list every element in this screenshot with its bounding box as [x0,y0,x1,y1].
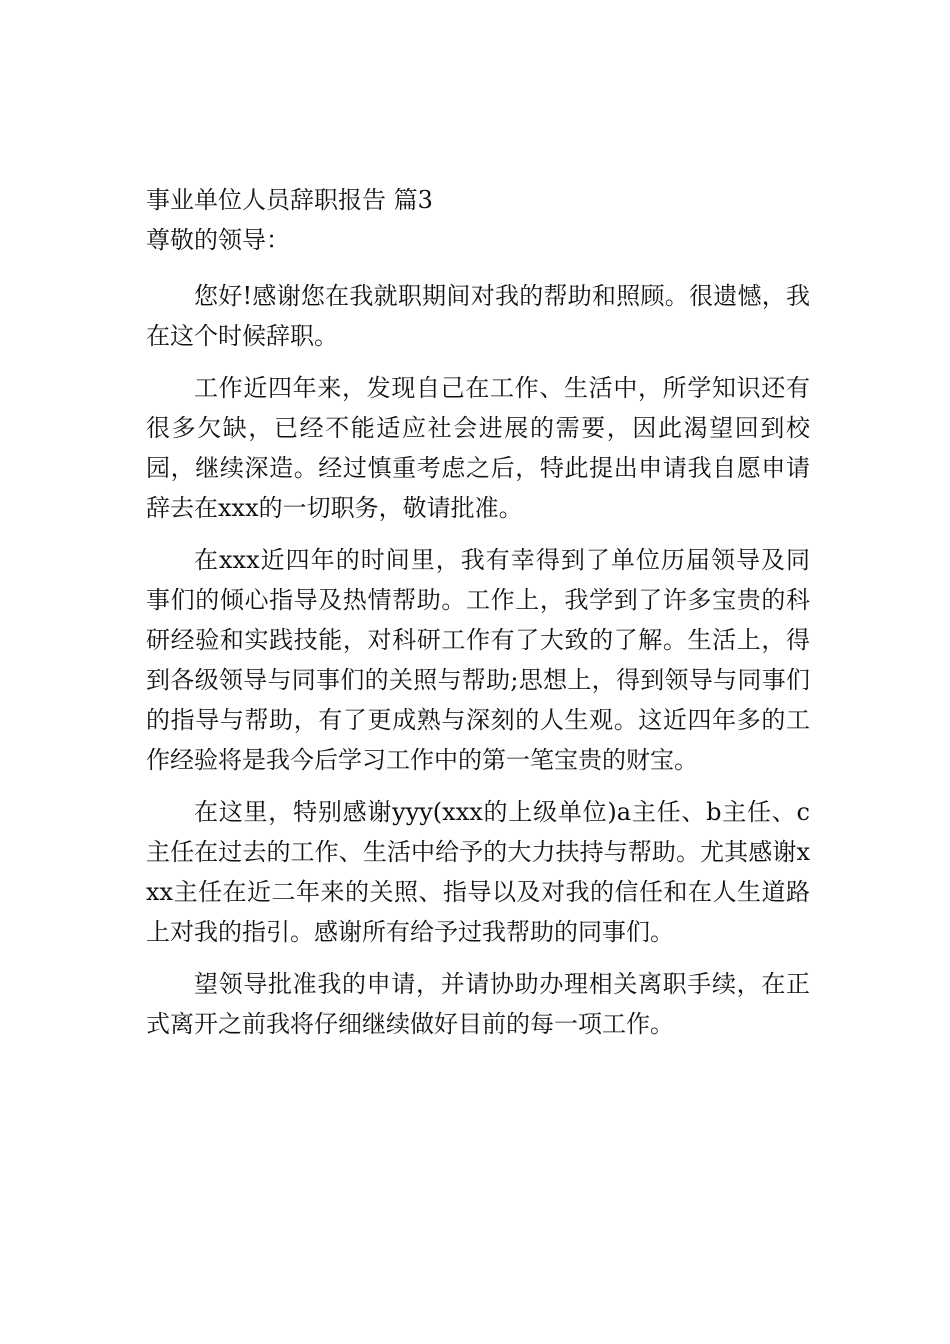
document-body [146,180,810,1056]
document-title: 事业单位人员辞职报告 篇3 [146,186,433,214]
paragraph-1: 您好!感谢您在我就职期间对我的帮助和照顾。很遗憾，我在这个时候辞职。 [146,282,810,350]
salutation: 尊敬的领导： [146,226,290,254]
paragraph-4: 在这里，特别感谢yyy(xxx的上级单位)a主任、b主任、c主任在过去的工作、生活中给予的大力扶持与帮助。尤其感谢xxx主任在近二年来的关照、指导以及对我的信任和在人生道路上对我的指引。感谢所有给予过我帮助的同事们。 [146,798,810,946]
paragraph-5: 望领导批准我的申请，并请协助办理相关离职手续，在正式离开之前我将仔细继续做好目前的每一项工作。 [146,970,810,1038]
paragraph-2: 工作近四年来，发现自己在工作、生活中，所学知识还有很多欠缺，已经不能适应社会进展的需要，因此渴望回到校园，继续深造。经过慎重考虑之后，特此提出申请我自愿申请辞去在xxx的一切职务，敬请批准。 [146,374,810,522]
paragraph-3: 在xxx近四年的时间里，我有幸得到了单位历届领导及同事们的倾心指导及热情帮助。工作上，我学到了许多宝贵的科研经验和实践技能，对科研工作有了大致的了解。生活上，得到各级领导与同事们的关照与帮助;思想上，得到领导与同事们的指导与帮助，有了更成熟与深刻的人生观。这近四年多的工作经验将是我今后学习工作中的第一笔宝贵的财宝。 [146,546,810,774]
